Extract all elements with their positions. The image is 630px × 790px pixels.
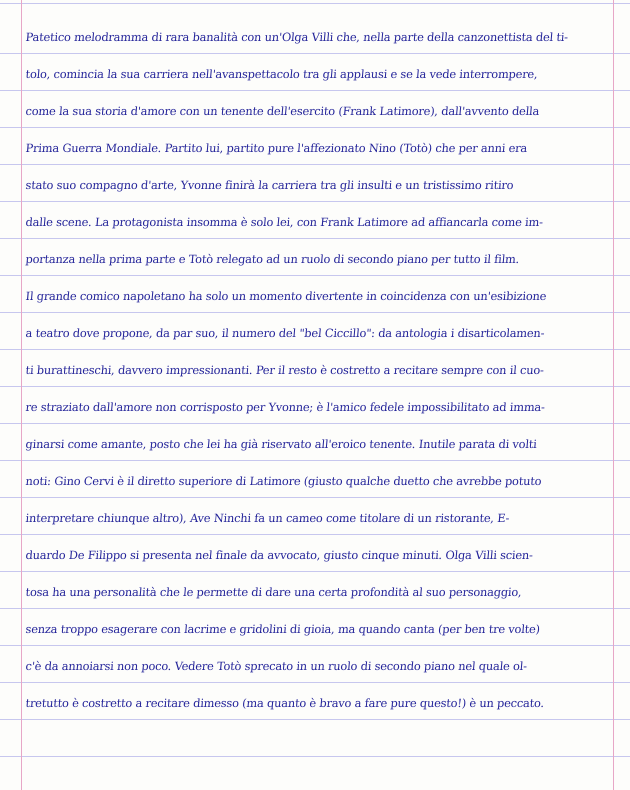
handwritten-review-text xyxy=(24,19,616,722)
text-line: tosa ha una personalità che le permette di dare una certa profondità al suo personaggio, xyxy=(25,585,523,599)
text-line: ginarsi come amante, posto che lei ha già riservato all'eroico tenente. Inutile parata di volti xyxy=(25,437,538,451)
text-line: come la sua storia d'amore con un tenente dell'esercito (Frank Latimore), dall'avvento della xyxy=(25,104,540,118)
text-line: dalle scene. La protagonista insomma è solo lei, con Frank Latimore ad affiancarla come im- xyxy=(25,215,544,229)
text-line: noti: Gino Cervi è il diretto superiore di Latimore (giusto qualche duetto che avrebbe potuto xyxy=(25,474,542,488)
text-line: tretutto è costretto a recitare dimesso (ma quanto è bravo a fare pure questo!) è un peccato. xyxy=(25,696,545,710)
text-line: stato suo compagno d'arte, Yvonne finirà la carriera tra gli insulti e un tristissimo ritiro xyxy=(25,178,515,192)
text-line: interpretare chiunque altro), Ave Ninchi fa un cameo come titolare di un ristorante, E- xyxy=(25,511,510,525)
text-line: Il grande comico napoletano ha solo un momento divertente in coincidenza con un'esibizione xyxy=(25,289,547,303)
text-line: a teatro dove propone, da par suo, il numero del "bel Ciccillo": da antologia i disarticolamen- xyxy=(25,326,545,340)
text-line: Prima Guerra Mondiale. Partito lui, partito pure l'affezionato Nino (Totò) che per anni era xyxy=(25,141,528,155)
text-line: senza troppo esagerare con lacrime e gridolini di gioia, ma quando canta (per ben tre volte) xyxy=(25,622,541,636)
text-line: re straziato dall'amore non corrisposto per Yvonne; è l'amico fedele impossibilitato ad imma- xyxy=(25,400,546,414)
text-line: duardo De Filippo si presenta nel finale da avvocato, giusto cinque minuti. Olga Villi scien- xyxy=(25,548,534,562)
text-line: c'è da annoiarsi non poco. Vedere Totò sprecato in un ruolo di secondo piano nel quale ol- xyxy=(25,659,528,673)
text-line: tolo, comincia la sua carriera nell'avanspettacolo tra gli applausi e se la vede interrompere, xyxy=(25,67,539,81)
left-margin-line xyxy=(21,0,22,790)
text-line: ti burattineschi, davvero impressionanti. Per il resto è costretto a recitare sempre con il cuo- xyxy=(25,363,545,377)
text-line: Patetico melodramma di rara banalità con un'Olga Villi che, nella parte della canzonettista del ti- xyxy=(25,30,569,44)
text-line: portanza nella prima parte e Totò relegato ad un ruolo di secondo piano per tutto il film. xyxy=(25,252,520,266)
